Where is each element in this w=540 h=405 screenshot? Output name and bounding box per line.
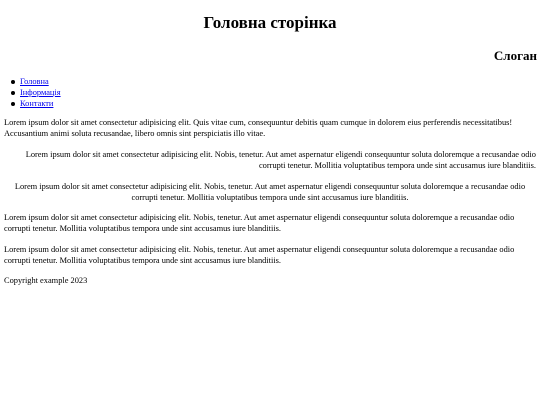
- page-title: Головна сторінка: [203, 13, 337, 32]
- slogan: Слоган: [493, 48, 537, 63]
- nav-link-info[interactable]: Інформація: [20, 88, 61, 97]
- paragraph-left-3: Lorem ipsum dolor sit amet consectetur adipisicing elit. Nobis, tenetur. Aut amet aspernatur eligendi consequuntur soluta doloremque a recusandae odio corrupti tenetur. Mollitia voluptatibus tempora unde sint accusamus iure blanditiis.: [4, 245, 515, 265]
- nav-menu: [10, 76, 61, 109]
- footer-copyright: Copyright example 2023: [4, 276, 88, 285]
- nav-item-home: [10, 76, 61, 87]
- nav-link-home[interactable]: Головна: [20, 77, 49, 86]
- paragraph-center: Lorem ipsum dolor sit amet consectetur adipisicing elit. Nobis, tenetur. Aut amet aspernatur eligendi consequuntur soluta doloremque a recusandae odio corrupti tenetur. Mollitia voluptatibus tempora unde sint accusamus iure blanditiis.: [14, 182, 526, 202]
- paragraph-left: Lorem ipsum dolor sit amet consectetur adipisicing elit. Quis vitae cum, consequuntur debitis quam cumque in dolorem eius perferendis necessitatibus! Accusantium animi soluta recusandae, libero omnis sint perspiciatis illo vitae.: [4, 118, 513, 138]
- paragraph-right: Lorem ipsum dolor sit amet consectetur adipisicing elit. Nobis, tenetur. Aut amet aspernatur eligendi consequuntur soluta doloremque a recusandae odio corrupti tenetur. Mollitia voluptatibus tempora unde sint accusamus iure blanditiis.: [25, 150, 536, 170]
- nav-item-contacts: [10, 98, 61, 109]
- paragraph-left-2: Lorem ipsum dolor sit amet consectetur adipisicing elit. Nobis, tenetur. Aut amet aspernatur eligendi consequuntur soluta doloremque a recusandae odio corrupti tenetur. Mollitia voluptatibus tempora unde sint accusamus iure blanditiis.: [4, 213, 515, 233]
- nav-item-info: [10, 87, 61, 98]
- nav-link-contacts[interactable]: Контакти: [20, 99, 54, 108]
